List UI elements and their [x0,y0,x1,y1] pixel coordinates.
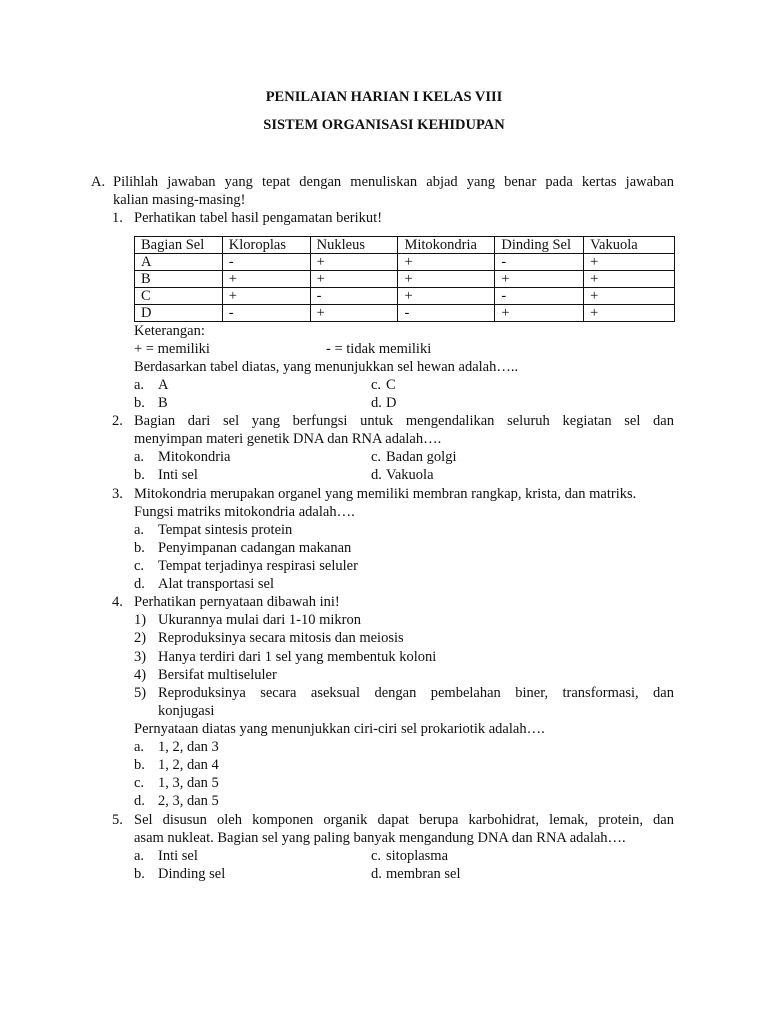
q5-line1: Sel disusun oleh komponen organik dapat berupa karbohidrat, lemak, protein, dan [134,812,674,828]
q4-prompt: Perhatikan pernyataan dibawah ini! [134,594,340,610]
table-cell: + [584,305,675,322]
table-row [135,305,675,322]
option-text: Badan golgi [386,449,457,465]
option-label: b. [134,757,145,773]
option-label: a. [134,377,145,393]
observation-table [134,236,675,322]
table-cell: + [584,271,675,288]
option-label: d. [134,793,145,809]
option-label: d. [371,467,382,483]
option-text: Inti sel [158,467,198,483]
table-cell: + [584,254,675,271]
table-header-cell: Kloroplas [222,237,310,254]
table-cell: B [135,271,223,288]
option-label: c. [371,377,382,393]
option-text: Inti sel [158,848,198,864]
statement-text: Reproduksinya secara aseksual dengan pembelahan biner, transformasi, dan [158,685,674,701]
q4-number: 4. [112,594,123,610]
table-cell: + [398,288,495,305]
q3-line1: Mitokondria merupakan organel yang memiliki membran rangkap, krista, dan matriks. [134,486,637,502]
table-cell: + [584,288,675,305]
q1-legend-plus: + = memiliki [134,341,210,357]
table-cell: + [222,271,310,288]
table-cell: + [310,271,398,288]
option-text: membran sel [386,866,461,882]
table-row [135,271,675,288]
option-text: Alat transportasi sel [158,576,274,592]
q2-number: 2. [112,413,123,429]
statement-label: 2) [134,630,147,646]
option-label: c. [371,848,382,864]
option-text: Tempat sintesis protein [158,522,293,538]
option-label: b. [134,467,145,483]
option-label: d. [371,395,382,411]
table-header-cell: Vakuola [584,237,675,254]
table-header-row [135,237,675,254]
q5-line2: asam nukleat. Bagian sel yang paling banyak mengandung DNA dan RNA adalah…. [134,830,626,846]
statement-text: Reproduksinya secara mitosis dan meiosis [158,630,404,646]
q3-line2: Fungsi matriks mitokondria adalah…. [134,504,355,520]
table-cell: - [495,288,584,305]
option-label: b. [134,866,145,882]
q4-question: Pernyataan diatas yang menunjukkan ciri-ciri sel prokariotik adalah…. [134,721,545,737]
q2-line1: Bagian dari sel yang berfungsi untuk mengendalikan seluruh kegiatan sel dan [134,413,674,429]
table-row [135,288,675,305]
option-text: 1, 2, dan 3 [158,739,219,755]
table-cell: + [310,305,398,322]
table-cell: + [222,288,310,305]
statement-label: 1) [134,612,147,628]
table-header-cell: Dinding Sel [495,237,584,254]
option-text: C [386,377,396,393]
table-cell: - [310,288,398,305]
table-header-cell: Bagian Sel [135,237,223,254]
table-cell: A [135,254,223,271]
table-cell: - [222,305,310,322]
page-subtitle: SISTEM ORGANISASI KEHIDUPAN [263,117,505,133]
option-text: A [158,377,169,393]
q1-number: 1. [112,210,123,226]
q1-legend-minus: - = tidak memiliki [326,341,432,357]
q3-number: 3. [112,486,123,502]
table-cell: - [398,305,495,322]
table-cell: + [310,254,398,271]
option-label: d. [371,866,382,882]
option-text: 1, 3, dan 5 [158,775,219,791]
option-text: B [158,395,168,411]
option-label: b. [134,540,145,556]
q5-number: 5. [112,812,123,828]
section-a-instruction-line1: Pilihlah jawaban yang tepat dengan menuliskan abjad yang benar pada kertas jawaban [113,174,674,190]
table-cell: + [398,254,495,271]
option-label: c. [134,775,145,791]
q1-prompt: Perhatikan tabel hasil pengamatan berikut! [134,210,383,226]
table-header-cell: Mitokondria [398,237,495,254]
option-label: a. [134,449,145,465]
table-row [135,254,675,271]
table-cell: + [398,271,495,288]
option-text: Dinding sel [158,866,226,882]
option-text: 1, 2, dan 4 [158,757,219,773]
statement-label: 4) [134,667,147,683]
option-text: Vakuola [386,467,434,483]
option-label: a. [134,522,145,538]
option-label: a. [134,739,145,755]
table-cell: - [495,254,584,271]
table-cell: - [222,254,310,271]
q1-question: Berdasarkan tabel diatas, yang menunjukkan sel hewan adalah….. [134,359,519,375]
table-cell: + [495,305,584,322]
page-title: PENILAIAN HARIAN I KELAS VIII [265,89,503,105]
table-cell: D [135,305,223,322]
table-header-cell: Nukleus [310,237,398,254]
option-label: c. [371,449,382,465]
option-text: Mitokondria [158,449,231,465]
table-cell: C [135,288,223,305]
table-cell: + [495,271,584,288]
option-text: D [386,395,397,411]
q1-legend-title: Keterangan: [134,323,205,339]
statement-text-continued: konjugasi [158,703,215,719]
section-a-marker: A. [91,174,106,190]
statement-label: 5) [134,685,147,701]
section-a-instruction-line2: kalian masing-masing! [113,192,246,208]
statement-text: Bersifat multiseluler [158,667,277,683]
option-label: d. [134,576,145,592]
option-label: a. [134,848,145,864]
statement-text: Hanya terdiri dari 1 sel yang membentuk koloni [158,649,437,665]
statement-label: 3) [134,649,147,665]
option-text: sitoplasma [386,848,449,864]
statement-text: Ukurannya mulai dari 1-10 mikron [158,612,361,628]
q2-line2: menyimpan materi genetik DNA dan RNA adalah…. [134,431,442,447]
option-text: 2, 3, dan 5 [158,793,219,809]
option-text: Penyimpanan cadangan makanan [158,540,352,556]
option-label: c. [134,558,145,574]
option-text: Tempat terjadinya respirasi seluler [158,558,358,574]
option-label: b. [134,395,145,411]
